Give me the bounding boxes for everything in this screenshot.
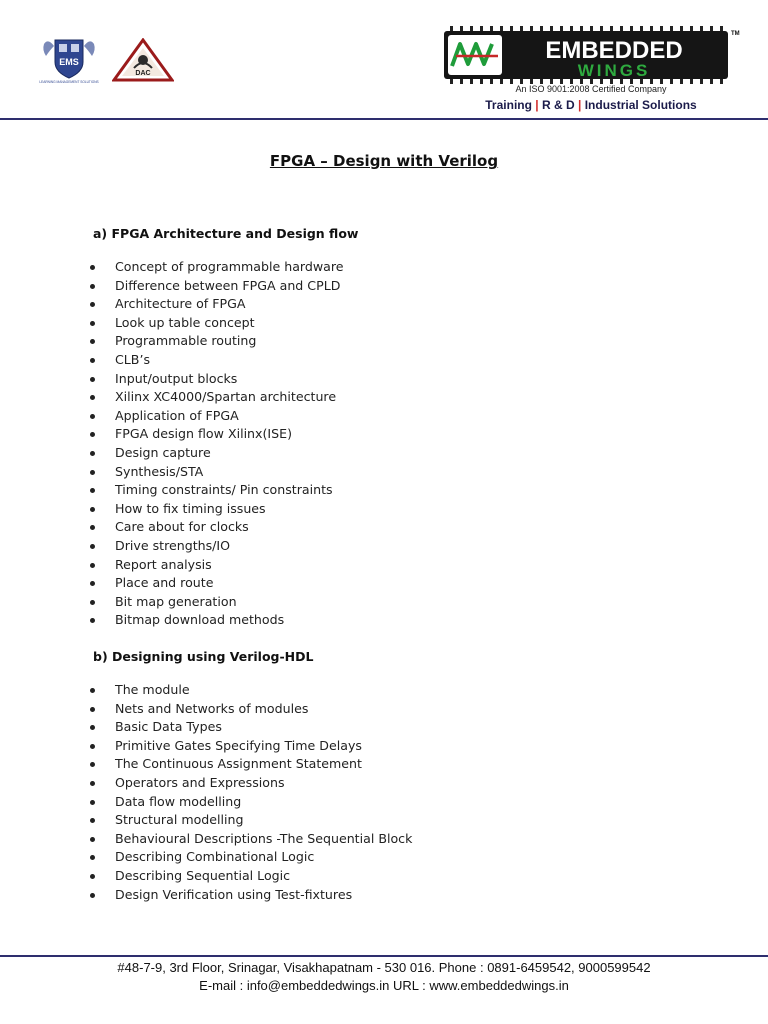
bullet-icon [90, 544, 95, 549]
list-item [88, 277, 344, 296]
list-item-text: Difference between FPGA and CPLD [115, 277, 341, 293]
bullet-icon [90, 874, 95, 879]
list-item-text: Bitmap download methods [115, 612, 285, 628]
bullet-icon [90, 837, 95, 842]
trademark-mark: TM [731, 31, 740, 37]
list-item-text: Describing Sequential Logic [115, 867, 291, 883]
list-item-text: Data flow modelling [115, 793, 242, 809]
list-item [88, 886, 412, 905]
list-item-text: Basic Data Types [115, 719, 222, 735]
list-item-text: Timing constraints/ Pin constraints [115, 482, 333, 498]
list-item [88, 332, 344, 351]
dac-logo-text: DAC [135, 70, 151, 77]
footer-divider [0, 955, 768, 957]
list-item [88, 537, 344, 556]
list-item-text: FPGA design flow Xilinx(ISE) [115, 426, 292, 442]
list-item [88, 718, 412, 737]
list-item [88, 755, 412, 774]
bullet-icon [90, 377, 95, 382]
services-tagline [442, 98, 740, 112]
list-item [88, 351, 344, 370]
tagline-separator: | [535, 98, 539, 112]
bullet-icon [90, 800, 95, 805]
iso-certification-tagline: An ISO 9001:2008 Certified Company [515, 84, 667, 94]
bullet-icon [90, 563, 95, 568]
list-item-text: The Continuous Assignment Statement [115, 756, 362, 772]
bullet-icon [90, 707, 95, 712]
list-item [88, 481, 344, 500]
tagline-separator: | [578, 98, 582, 112]
section-heading-b: b) Designing using Verilog-HDL [93, 649, 314, 664]
bullet-icon [90, 688, 95, 693]
bullet-icon [90, 762, 95, 767]
list-item [88, 425, 344, 444]
list-item-text: Architecture of FPGA [115, 296, 246, 312]
list-item-text: Design capture [115, 444, 211, 460]
bullet-icon [90, 395, 95, 400]
footer-address: #48-7-9, 3rd Floor, Srinagar, Visakhapatnam - 530 016. Phone : 0891-6459542, 9000599542 [117, 960, 651, 975]
bullet-icon [90, 525, 95, 530]
bullet-icon [90, 265, 95, 270]
bullet-icon [90, 414, 95, 419]
list-item [88, 793, 412, 812]
list-item-text: Primitive Gates Specifying Time Delays [115, 737, 362, 753]
list-item [88, 830, 412, 849]
section-a-list [88, 258, 344, 630]
list-item [88, 407, 344, 426]
bullet-icon [90, 744, 95, 749]
list-item-text: CLB’s [115, 351, 151, 367]
list-item [88, 295, 344, 314]
list-item [88, 556, 344, 575]
bullet-icon [90, 781, 95, 786]
list-item-text: Report analysis [115, 556, 212, 572]
section-heading-a: a) FPGA Architecture and Design flow [93, 226, 359, 241]
page-header [0, 0, 768, 120]
list-item-text: Concept of programmable hardware [115, 259, 344, 274]
list-item-text: Input/output blocks [115, 370, 238, 386]
list-item [88, 681, 412, 700]
list-item-text: The module [115, 682, 190, 697]
list-item [88, 811, 412, 830]
list-item-text: Nets and Networks of modules [115, 700, 309, 716]
section-b-list [88, 681, 412, 904]
bullet-icon [90, 451, 95, 456]
list-item-text: Synthesis/STA [115, 463, 204, 479]
bullet-icon [90, 488, 95, 493]
bullet-icon [90, 618, 95, 623]
list-item-text: Programmable routing [115, 333, 257, 349]
list-item [88, 518, 344, 537]
list-item-text: Structural modelling [115, 812, 244, 828]
list-item [88, 574, 344, 593]
dac-logo [112, 38, 174, 82]
service-rnd: R & D [541, 98, 575, 112]
bullet-icon [90, 893, 95, 898]
list-item-text: How to fix timing issues [115, 500, 266, 516]
bullet-icon [90, 818, 95, 823]
bullet-icon [90, 339, 95, 344]
list-item-text: Behavioural Descriptions -The Sequential Block [115, 830, 413, 846]
bullet-icon [90, 581, 95, 586]
list-item-text: Care about for clocks [115, 519, 249, 535]
list-item-text: Drive strengths/IO [115, 537, 231, 553]
list-item-text: Design Verification using Test-fixtures [115, 886, 353, 902]
ems-logo-text: EMS [59, 57, 79, 67]
bullet-icon [90, 507, 95, 512]
service-industrial-solutions: Industrial Solutions [584, 98, 697, 112]
list-item [88, 258, 344, 277]
bullet-icon [90, 358, 95, 363]
list-item-text: Application of FPGA [115, 407, 239, 423]
list-item-text: Look up table concept [115, 314, 255, 330]
list-item [88, 867, 412, 886]
document-title: FPGA – Design with Verilog [269, 152, 499, 170]
ems-logo [38, 36, 100, 84]
bullet-icon [90, 855, 95, 860]
bullet-icon [90, 725, 95, 730]
bullet-icon [90, 321, 95, 326]
list-item [88, 444, 344, 463]
list-item [88, 500, 344, 519]
list-item [88, 774, 412, 793]
embedded-wings-logo [442, 26, 740, 86]
list-item [88, 370, 344, 389]
list-item-text: Operators and Expressions [115, 774, 285, 790]
list-item-text: Place and route [115, 575, 214, 591]
bullet-icon [90, 470, 95, 475]
list-item [88, 848, 412, 867]
list-item [88, 593, 344, 612]
list-item [88, 700, 412, 719]
list-item [88, 737, 412, 756]
embedded-wings-logo-line1: EMBEDDED [545, 37, 683, 64]
embedded-wings-logo-line2: WINGS [577, 61, 651, 80]
bullet-icon [90, 600, 95, 605]
list-item-text: Xilinx XC4000/Spartan architecture [115, 389, 337, 405]
list-item-text: Describing Combinational Logic [115, 849, 315, 865]
list-item [88, 388, 344, 407]
bullet-icon [90, 432, 95, 437]
bullet-icon [90, 302, 95, 307]
list-item-text: Bit map generation [115, 593, 237, 609]
service-training: Training [485, 98, 532, 112]
list-item [88, 314, 344, 333]
footer-contact: E-mail : info@embeddedwings.in URL : www.embeddedwings.in [199, 978, 569, 993]
bullet-icon [90, 284, 95, 289]
header-divider [0, 118, 768, 120]
list-item [88, 611, 344, 630]
ems-logo-caption: LEARNING MANAGEMENT SOLUTIONS [39, 80, 99, 84]
list-item [88, 463, 344, 482]
